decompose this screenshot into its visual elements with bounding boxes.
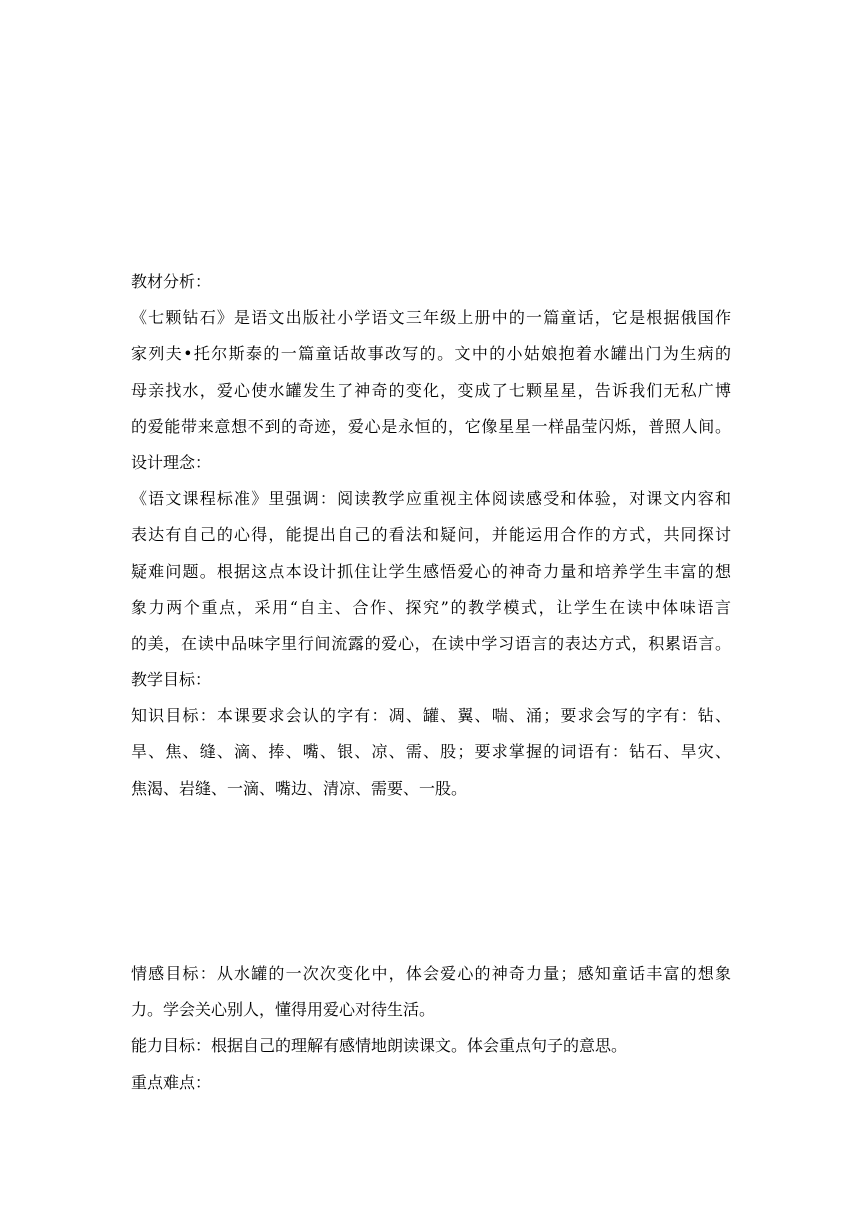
concept-line-2: 表达有自己的心得，能提出自己的看法和疑问，并能运用合作的方式，共同探讨 (131, 525, 731, 545)
concept-line-4: 象力两个重点，采用“自主、合作、探究”的教学模式，让学生在读中体味语言 (131, 597, 731, 617)
concept-line-3: 疑难问题。根据这点本设计抓住让学生感悟爱心的神奇力量和培养学生丰富的想 (131, 561, 731, 581)
knowledge-goal-line-2: 旱、焦、缝、滴、捧、嘴、银、凉、需、股；要求掌握的词语有：钻石、旱灾、 (131, 742, 731, 762)
analysis-line-1: 《七颗钻石》是语文出版社小学语文三年级上册中的一篇童话，它是根据俄国作 (131, 308, 731, 328)
analysis-line-4: 的爱能带来意想不到的奇迹，爱心是永恒的，它像星星一样晶莹闪烁，普照人间。 (131, 416, 731, 436)
heading-teaching-goals: 教学目标： (131, 670, 212, 690)
concept-line-1: 《语文课程标准》里强调：阅读教学应重视主体阅读感受和体验，对课文内容和 (131, 489, 731, 509)
concept-line-5: 的美，在读中品味字里行间流露的爱心，在读中学习语言的表达方式，积累语言。 (131, 633, 731, 653)
knowledge-goal-line-3: 焦渴、岩缝、一滴、嘴边、清凉、需要、一股。 (131, 778, 468, 798)
knowledge-goal-line-1: 知识目标：本课要求会认的字有：凋、罐、翼、喘、涌；要求会写的字有：钻、 (131, 706, 731, 726)
analysis-line-2: 家列夫•托尔斯泰的一篇童话故事改写的。文中的小姑娘抱着水罐出门为生病的 (131, 344, 731, 364)
ability-goal-line: 能力目标：根据自己的理解有感情地朗读课文。体会重点句子的意思。 (131, 1036, 628, 1056)
analysis-line-3: 母亲找水，爱心使水罐发生了神奇的变化，变成了七颗星星，告诉我们无私广博 (131, 380, 731, 400)
emotion-goal-line-1: 情感目标：从水罐的一次次变化中，体会爱心的神奇力量；感知童话丰富的想象 (131, 964, 731, 983)
heading-design-concept: 设计理念： (131, 452, 212, 472)
emotion-goal-line-2: 力。学会关心别人，懂得用爱心对待生活。 (131, 1000, 436, 1020)
document-body-lower (131, 956, 731, 1101)
document-body-upper (131, 264, 731, 807)
heading-key-points: 重点难点： (131, 1072, 212, 1092)
heading-textbook-analysis: 教材分析： (131, 272, 212, 291)
